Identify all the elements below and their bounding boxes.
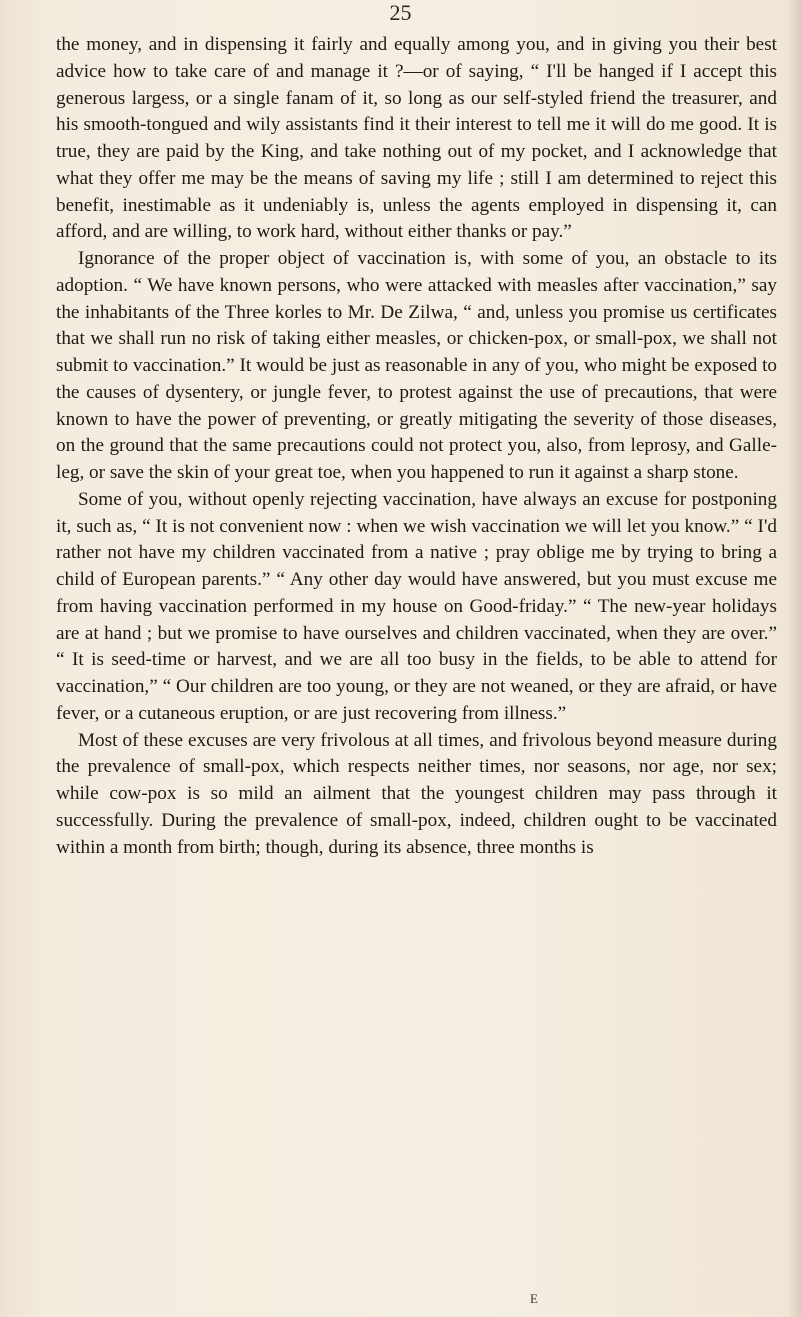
paragraph-ignorance: Ignorance of the proper object of vaccination is, with some of you, an obstacle to its adoption. “ We have known persons, who were attacked with measles after vaccination,” say the inhabitants of the Three korles to Mr. De Zilwa, “ and, unless you promise us certificates that we shall run no risk of taking either measles, or chicken-pox, or small-pox, we shall not submit to vaccination.” It would be just as reasonable in any of you, who might be exposed to the causes of dysentery, or jungle fever, to protest against the use of precautions, that were known to have the power of preventing, or greatly mitigating the severity of those diseases, on the ground that the same precautions could not protect you, also, from leprosy, and Galle-leg, or save the skin of your great toe, when you happened to run it against a sharp stone. (56, 248, 777, 483)
paragraph-continuation: the money, and in dispensing it fairly and equally among you, and in giving you their best advice how to take care of and manage it ?—or of saying, “ I'll be hanged if I accept this generous largess, or a single fanam of it, so long as our self-styled friend the treasurer, and his smooth-tongued and wily assistants find it their interest to tell me it will do me good. It is true, they are paid by the King, and take nothing out of my pocket, and I acknowledge that what they offer me may be the means of saving my life ; still I am determined to reject this benefit, inestimable as it undeniably is, unless the agents employed in dispensing it, can afford, and are willing, to work hard, without either thanks or pay.” (56, 34, 777, 243)
page-edge-shadow (787, 0, 801, 1317)
page-number: 25 (389, 0, 412, 25)
paragraph-frivolous: Most of these excuses are very frivolous at all times, and frivolous beyond measure during the prevalence of small-pox, which respects neither times, nor seasons, nor age, nor sex; while cow-pox is so mild an ailment that the youngest children may pass through it successfully. During the prevalence of small-pox, indeed, children ought to be vaccinated within a month from birth; though, during its absence, three months is (56, 729, 777, 858)
body-text (56, 32, 777, 861)
signature-mark: E (530, 1291, 538, 1306)
paragraph-excuses: Some of you, without openly rejecting vaccination, have always an excuse for postponing it, such as, “ It is not convenient now : when we wish vaccination we will let you know.” “ I'd rather not have my children vaccinated from a native ; pray oblige me by trying to bring a child of European parents.” “ Any other day would have answered, but you must excuse me from having vaccination performed in my house on Good-friday.” “ The new-year holidays are at hand ; but we promise to have ourselves and children vaccinated, when they are over.” “ It is seed-time or harvest, and we are all too busy in the fields, to be able to attend for vaccination,” “ Our children are too young, or they are not weaned, or they are afraid, or have fever, or a cutaneous eruption, or are just recovering from illness.” (56, 488, 777, 724)
